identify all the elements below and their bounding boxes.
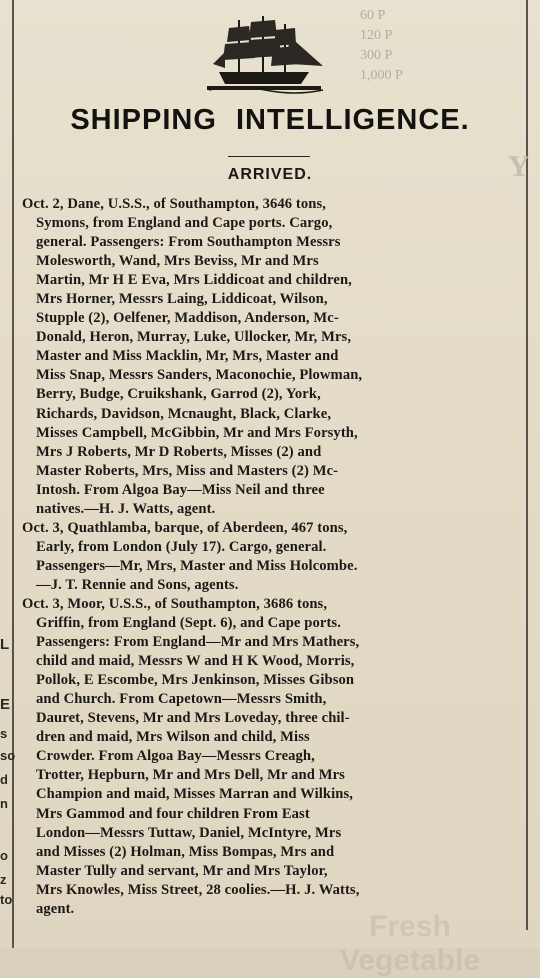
- article-line: Oct. 3, Moor, U.S.S., of Southampton, 3686 tons,: [22, 595, 328, 612]
- article-line: Mrs Gammod and four children From East: [36, 805, 310, 822]
- article-line: child and maid, Messrs W and H K Wood, Morris,: [36, 653, 355, 670]
- article-line: Passengers—Mr, Mrs, Master and Miss Holcombe.: [36, 557, 358, 574]
- bleed-through-top-right: 60 P 120 P 300 P 1,000 P: [360, 8, 403, 83]
- article-body: [22, 195, 518, 919]
- margin-fragment: z: [0, 872, 7, 887]
- margin-fragment: o: [0, 848, 8, 863]
- section-heading: ARRIVED.: [227, 166, 313, 183]
- margin-fragment: L: [0, 636, 10, 653]
- article-line: Oct. 3, Quathlamba, barque, of Aberdeen, 467 tons,: [22, 519, 348, 536]
- article-line: Mrs Knowles, Miss Street, 28 coolies.—H. J. Watts,: [36, 881, 360, 898]
- article-line: Master and Miss Macklin, Mr, Mrs, Master and: [36, 348, 339, 365]
- article-line: Martin, Mr H E Eva, Mrs Liddicoat and children,: [36, 272, 352, 289]
- article-line: Oct. 2, Dane, U.S.S., of Southampton, 3646 tons,: [22, 196, 327, 212]
- article-line: Molesworth, Wand, Mrs Beviss, Mr and Mrs: [36, 253, 319, 270]
- article-line: and Church. From Capetown—Messrs Smith,: [36, 691, 327, 708]
- article-line: —J. T. Rennie and Sons, agents.: [36, 576, 239, 593]
- article-line: agent.: [36, 900, 75, 917]
- article-line: Master Tully and servant, Mr and Mrs Taylor,: [36, 862, 328, 879]
- bleed-through-letter: Y: [508, 150, 530, 183]
- margin-fragment: s: [0, 726, 8, 741]
- article-line: Misses Campbell, McGibbin, Mr and Mrs Forsyth,: [36, 424, 358, 441]
- article-line: Richards, Davidson, Mcnaught, Black, Clarke,: [36, 405, 332, 422]
- margin-fragment: d: [0, 772, 8, 787]
- article-line: London—Messrs Tuttaw, Daniel, McIntyre, Mrs: [36, 824, 342, 841]
- article-line: Early, from London (July 17). Cargo, general.: [36, 538, 327, 555]
- article-line: Symons, from England and Cape ports. Cargo,: [36, 215, 333, 232]
- article-line: Crowder. From Algoa Bay—Messrs Creagh,: [36, 748, 315, 765]
- margin-fragment: n: [0, 796, 8, 811]
- article-line: Intosh. From Algoa Bay—Miss Neil and three: [36, 481, 325, 498]
- margin-fragment: E: [0, 696, 11, 713]
- article-line: Mrs J Roberts, Mr D Roberts, Misses (2) and: [36, 443, 322, 460]
- article-line: Mrs Horner, Messrs Laing, Liddicoat, Wilson,: [36, 291, 328, 308]
- article-line: natives.—H. J. Watts, agent.: [36, 500, 216, 517]
- article-line: and Misses (2) Holman, Miss Bompas, Mrs and: [36, 843, 335, 860]
- article-line: Griffin, from England (Sept. 6), and Cape ports.: [36, 615, 341, 632]
- article-line: Trotter, Hepburn, Mr and Mrs Dell, Mr and Mrs: [36, 767, 345, 784]
- article-line: Master Roberts, Mrs, Miss and Masters (2) Mc-: [36, 462, 339, 479]
- article-line: Donald, Heron, Murray, Luke, Ullocker, Mr, Mrs,: [36, 329, 352, 346]
- margin-fragment: to: [0, 892, 13, 907]
- article-line: dren and maid, Mrs Wilson and child, Miss: [36, 729, 310, 746]
- column-rule-left: [12, 0, 14, 948]
- article-line: Miss Snap, Messrs Sanders, Maconochie, Plowman,: [36, 367, 363, 384]
- bleed-through-bottom: Fresh Vegetable: [339, 910, 481, 977]
- title-divider: [228, 156, 310, 157]
- article-line: Champion and maid, Misses Marran and Wilkins,: [36, 786, 353, 803]
- sailing-ship-icon: [205, 14, 325, 96]
- article-line: Dauret, Stevens, Mr and Mrs Loveday, three chil-: [36, 710, 350, 727]
- column-rule-right: [526, 0, 528, 930]
- margin-fragment: so: [0, 748, 16, 763]
- article-line: Pollok, E Escombe, Mrs Jenkinson, Misses Gibson: [36, 672, 355, 689]
- page-title: SHIPPING INTELLIGENCE.: [70, 104, 470, 136]
- article-line: general. Passengers: From Southampton Messrs: [36, 234, 341, 251]
- article-line: Berry, Budge, Cruikshank, Garrod (2), York,: [36, 386, 321, 403]
- article-line: Stupple (2), Oelfener, Maddison, Anderson, Mc-: [36, 310, 339, 327]
- article-line: Passengers: From England—Mr and Mrs Mathers,: [36, 634, 360, 651]
